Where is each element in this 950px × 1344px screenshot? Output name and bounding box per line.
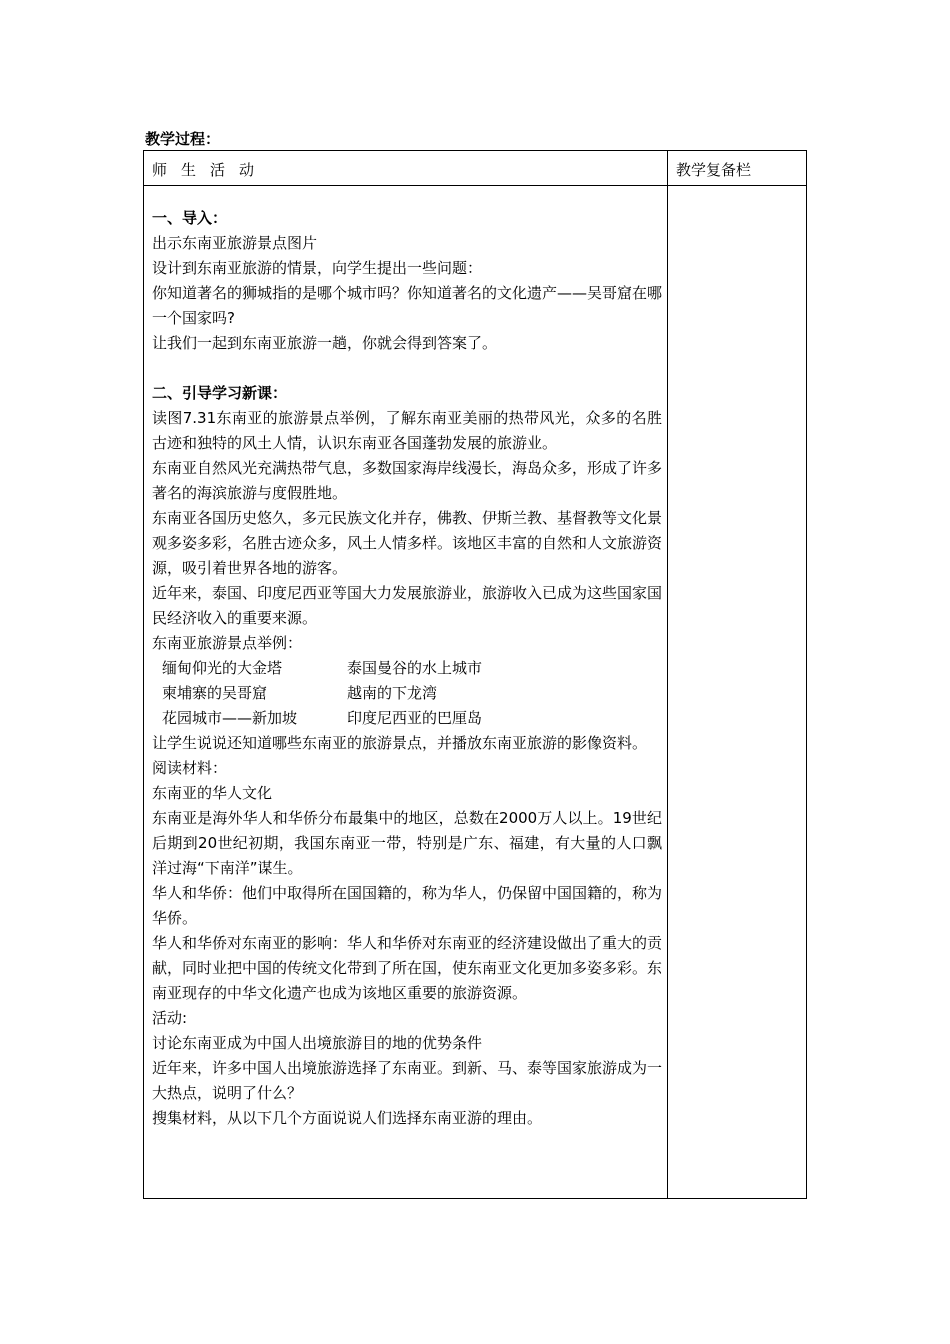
reading-material-title: 东南亚的华人文化 xyxy=(152,784,273,802)
lesson-paragraph: 东南亚各国历史悠久，多元民族文化并存，佛教、伊斯兰教、基督教等文化景观多姿多彩，名胜古迹众多，风土人情多样。该地区丰富的自然和人文旅游资源，吸引着世界各地的游客。 xyxy=(152,509,663,577)
lesson-paragraph: 读图7.31东南亚的旅游景点举例，了解东南亚美丽的热带风光，众多的名胜古迹和独特的风土人情，认识东南亚各国蓬勃发展的旅游业。 xyxy=(152,409,662,452)
intro-line: 出示东南亚旅游景点图片 xyxy=(152,234,318,252)
intro-line: 设计到东南亚旅游的情景，向学生提出一些问题： xyxy=(152,259,483,277)
teaching-notes-header: 教学复备栏 xyxy=(676,161,752,179)
section-heading: 教学过程： xyxy=(145,130,221,148)
header-divider xyxy=(144,185,806,186)
teacher-student-activity-header: 师生活动 xyxy=(152,161,269,179)
column-divider xyxy=(667,151,668,1198)
lesson-paragraph: 搜集材料，从以下几个方面说说人们选择东南亚游的理由。 xyxy=(152,1109,543,1127)
new-lesson-title: 二、引导学习新课： xyxy=(152,384,288,402)
intro-line: 你知道著名的狮城指的是哪个城市吗？你知道著名的文化遗产——吴哥窟在哪一个国家吗? xyxy=(152,284,663,327)
activity-content xyxy=(152,206,662,1131)
lesson-paragraph: 华人和华侨：他们中取得所在国国籍的，称为华人，仍保留中国国籍的，称为华侨。 xyxy=(152,884,663,927)
lesson-paragraph: 东南亚旅游景点举例： xyxy=(152,634,303,652)
lesson-paragraph: 东南亚是海外华人和华侨分布最集中的地区，总数在2000万人以上。19世纪后期到20世纪初期，我国东南亚一带，特别是广东、福建，有大量的人口飘洋过海“下南洋”谋生。 xyxy=(152,809,662,877)
tourist-spot: 柬埔寨的吴哥窟 xyxy=(162,684,268,702)
tourist-spot: 缅甸仰光的大金塔 xyxy=(162,659,283,677)
activity-label: 活动: xyxy=(152,1009,188,1027)
intro-line: 让我们一起到东南亚旅游一趟，你就会得到答案了。 xyxy=(152,334,498,352)
lesson-paragraph: 讨论东南亚成为中国人出境旅游目的地的优势条件 xyxy=(152,1034,483,1052)
lesson-paragraph: 近年来，泰国、印度尼西亚等国大力发展旅游业，旅游收入已成为这些国家国民经济收入的重要来源。 xyxy=(152,584,663,627)
tourist-spots-list xyxy=(152,656,662,731)
tourist-spot: 越南的下龙湾 xyxy=(347,684,438,702)
intro-title: 一、导入： xyxy=(152,209,228,227)
tourist-spot: 泰国曼谷的水上城市 xyxy=(347,659,483,677)
tourist-spot: 花园城市——新加坡 xyxy=(162,709,298,727)
lesson-paragraph: 东南亚自然风光充满热带气息，多数国家海岸线漫长，海岛众多，形成了许多著名的海滨旅游与度假胜地。 xyxy=(152,459,663,502)
spacer xyxy=(152,356,662,381)
lesson-paragraph: 让学生说说还知道哪些东南亚的旅游景点，并播放东南亚旅游的影像资料。 xyxy=(152,734,648,752)
tourist-spot: 印度尼西亚的巴厘岛 xyxy=(347,709,483,727)
lesson-table xyxy=(143,150,807,1199)
reading-material-label: 阅读材料： xyxy=(152,759,228,777)
lesson-paragraph: 近年来，许多中国人出境旅游选择了东南亚。到新、马、泰等国家旅游成为一大热点，说明了什么？ xyxy=(152,1059,663,1102)
lesson-paragraph: 华人和华侨对东南亚的影响：华人和华侨对东南亚的经济建设做出了重大的贡献，同时业把中国的传统文化带到了所在国，使东南亚文化更加多姿多彩。东南亚现存的中华文化遗产也成为该地区重要的旅游资源。 xyxy=(152,934,663,1002)
